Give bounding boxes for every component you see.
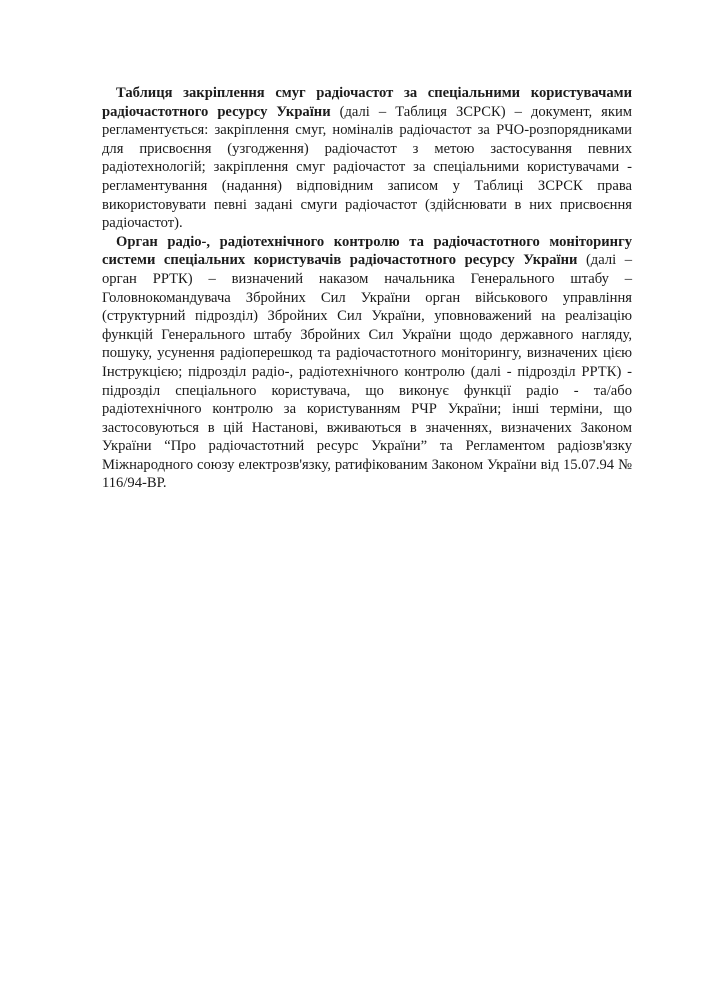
definition-text: (далі – Таблиця ЗСРСК) – документ, яким регламентується: закріплення смуг, номіналів радіочастот за РЧО-розпорядниками для присвоєння (узгодження) радіочастот з метою застосування певних радіотехнологій; закріплення смуг радіочастот за спеціальними користувачами - регламентування (надання) відповідним записом у Таблиці ЗСРСК права використовувати певні задані смуги радіочастот (здійснювати в них присвоєння радіочастот). [102,103,632,232]
defined-term: Таблиця закріплення смуг радіочастот за спеціальними користувачами радіочастотного ресурсу України [102,85,632,120]
document-body [102,84,632,493]
definition-paragraph-zsrsk [102,84,632,233]
definition-paragraph-rrtk [102,233,632,493]
defined-term: Орган радіо-, радіотехнічного контролю та радіочастотного моніторингу системи спеціальних користувачів радіочастотного ресурсу України [102,233,632,269]
definition-text: (далі – орган РРТК) – визначений наказом начальника Генерального штабу – Головнокомандувача Збройних Сил України орган військового управління (структурний підрозділ) Збройних Сил України, уповноважений на реалізацію функцій Генерального штабу Збройних Сил України щодо державного нагляду, пошуку, усунення радіоперешкод та радіочастотного моніторингу, визначених цією Інструкцією; підрозділ радіо-, радіотехнічного контролю (далі - підрозділ РРТК) - підрозділ спеціального користувача, що виконує функції радіо - та/або радіотехнічного контролю за користуванням РЧР України; інші терміни, що застосовуються в цій Настанові, вживаються в значеннях, визначених Законом України “Про радіочастотний ресурс України” та Регламентом радіозв'язку Міжнародного союзу електрозв'язку, ратифікованим Законом України від 15.07.94 № 116/94-ВР. [102,252,633,492]
